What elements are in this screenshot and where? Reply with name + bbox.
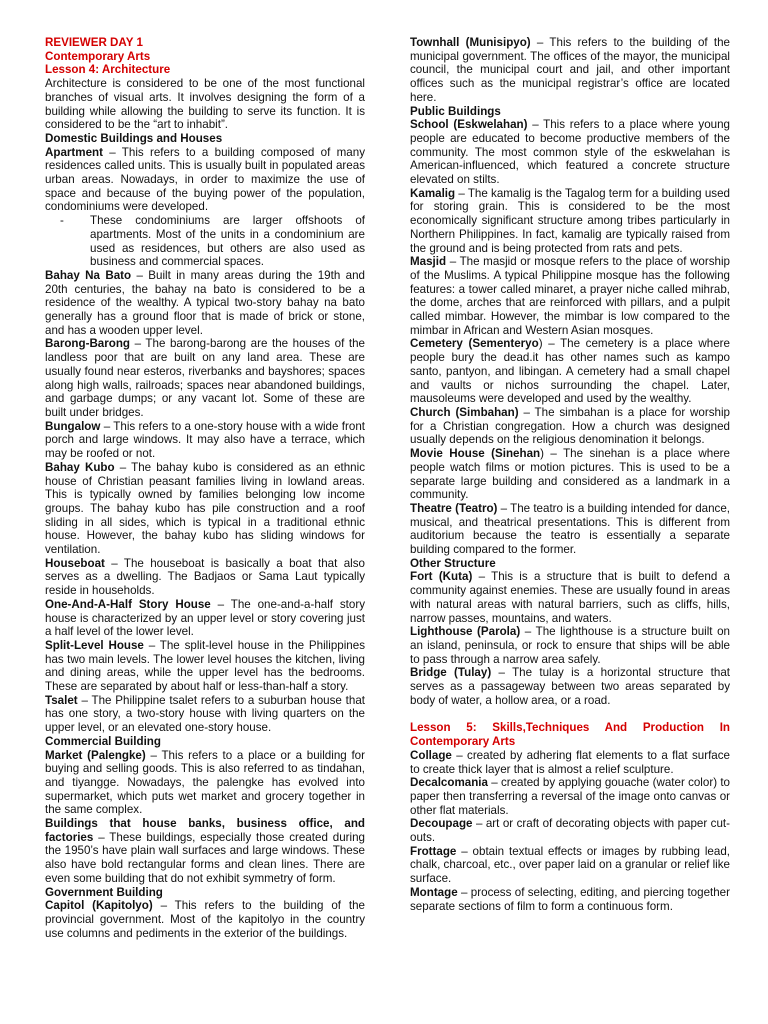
definition: – The barong-barong are the houses of the landless poor that are built on any land area. These are usually found near esteros, riverbanks and bayshores; spaces along high walls, railroads; spaces near abandoned buildings, and garbage dumps; or any vacant lot. Some of these are built under bridges. [45,337,365,419]
definition: – The Philippine tsalet refers to a suburban house that has one story, a two-story house with living quarters on the upper level, or an elevated one-story house. [45,693,365,735]
definition: – This refers to a one-story house with a wide front porch and large windows. It may also have a terrace, which may be roofed or not. [45,419,365,461]
entry-movie-house [410,447,730,502]
entry-barong-barong [45,337,365,419]
definition: – obtain textual effects or images by rubbing lead, chalk, charcoal, etc., over paper laid on a granular or relief like surface. [410,844,730,886]
term: Houseboat [45,556,105,570]
term: One-And-A-Half Story House [45,597,211,611]
entry-bungalow [45,420,365,461]
government-heading: Government Building [45,885,163,899]
public-heading: Public Buildings [410,104,501,118]
lesson-4-title: Lesson 4: Architecture [45,63,171,77]
entry-one-and-half-story [45,598,365,639]
other-structure-heading: Other Structure [410,556,496,570]
lesson-4-intro: Architecture is considered to be one of the most functional branches of visual arts. It involves designing the form of a building while allowing the building to serve its function. It is considered to be the “art to inhabit”. [45,77,365,132]
term: Bridge (Tulay) [410,666,492,680]
term: Fort (Kuta) [410,570,473,584]
entry-collage [410,749,730,776]
term: Decoupage [410,817,473,831]
term: Split-Level House [45,638,144,652]
definition: – This refers to a place where young people are educated to become productive members of the community. The most common style of the eskwelahan is American-influenced, which featured a concrete structure elevated on stilts. [410,118,730,187]
term: Tsalet [45,693,78,707]
document-title: REVIEWER DAY 1 [45,36,143,49]
term: Cemetery (Sementeryo [410,337,539,351]
entry-banks-offices [45,817,365,886]
term: Theatre (Teatro) [410,501,498,515]
definition: ) – The cemetery is a place where people bury the dead.it has other names such as kampo santo, pantyon, and libingan. A cemetery had a small chapel and vaults or nichos surrounding the chapel. Later, mausoleums were developed and used by the wealthy. [410,337,730,406]
term: Bungalow [45,419,101,433]
entry-split-level [45,639,365,694]
definition: – The tulay is a horizontal structure that serves as a passageway between two areas separated by body of water, a hollow area, or a road. [410,666,730,707]
term: Collage [410,748,452,762]
entry-bridge [410,666,730,707]
entry-apartment [45,146,365,215]
definition: – The teatro is a building intended for dance, musical, and theatrical presentations. This is different from auditorium because the teatro is essentially a separate building compared to the former. [410,501,730,557]
definition: – Built in many areas during the 19th and 20th centuries, the bahay na bato is considered to be a residence of the wealthy. A typical two-story bahay na bato generally has a ground floor that is made of brick or stone, and has a wooden upper level. [45,268,365,337]
definition: – This refers to a building composed of many residences called units. This is usually built in populated areas urban areas. Nowadays, in order to maximize the use of space and because of the buying power of the population, condominiums were developed. [45,145,365,214]
bullet-text: These condominiums are larger offshoots of apartments. Most of the units in a condominium are used as residences, but others are also used as business and commercial spaces. [90,214,365,269]
term: School (Eskwelahan) [410,118,528,132]
definition: – This refers to the building of the municipal government. The offices of the mayor, the municipal council, the municipal court and jail, and other important offices such as the municipal registrar’s office are located here. [410,36,730,104]
entry-school [410,118,730,187]
term: Church (Simbahan) [410,405,519,419]
entry-houseboat [45,557,365,598]
term: Buildings that house banks, business office, and factories [45,817,365,844]
entry-church [410,406,730,447]
term: Masjid [410,255,447,269]
term: Townhall (Munisipyo) [410,36,531,49]
entry-lighthouse [410,625,730,666]
entry-fort [410,570,730,625]
entry-frottage [410,845,730,886]
term: Bahay Na Bato [45,268,132,282]
entry-masjid [410,255,730,337]
definition: – created by applying gouache (water color) to paper then transferring a reversal of the image onto canvas or other flat materials. [410,776,730,817]
term: Movie House (Sinehan [410,447,541,461]
definition: – process of selecting, editing, and piercing together separate sections of film to form a continuous form. [410,885,730,913]
right-column [410,36,730,940]
definition: – The simbahan is a place for worship for a Christian congregation. How a church was designed usually depends on the religious denomination it belongs. [410,405,730,447]
entry-decoupage [410,817,730,844]
definition: – This refers to the building of the provincial government. Most of the kapitolyo in the country use columns and pediments in the exterior of the buildings. [45,899,365,940]
entry-theatre [410,502,730,557]
term: Bahay Kubo [45,460,115,474]
definition: – The lighthouse is a structure built on an island, peninsula, or rock to ensure that ships will be able to pass through a narrow area safely. [410,625,730,666]
entry-decalcomania [410,776,730,817]
term: Lighthouse (Parola) [410,625,521,639]
entry-tsalet [45,694,365,735]
term: Capitol (Kapitolyo) [45,899,153,913]
definition: – The split-level house in the Philippines has two main levels. The lower level houses the kitchen, living and dining areas, while the upper level has the bedrooms. These are separated by about half or less-than-half a story. [45,638,366,694]
definition: – The houseboat is basically a boat that also serves as a dwelling. The Badjaos or Sama Laut typically reside in households. [45,556,365,598]
commercial-heading: Commercial Building [45,734,161,748]
entry-kamalig [410,187,730,256]
definition: – created by adhering flat elements to a flat surface to create thick layer that is almost a relief sculpture. [410,748,730,776]
term: Decalcomania [410,776,488,790]
domestic-heading: Domestic Buildings and Houses [45,131,223,145]
bullet-marker: - [60,214,64,228]
entry-townhall [410,36,730,105]
term: Kamalig [410,186,456,200]
definition: – This is a structure that is built to defend a community against enemies. These are usually found in areas with natural areas with natural barriers, such as cliffs, hills, narrow passes, mountains, and waters. [410,570,730,625]
entry-montage [410,886,730,913]
definition: – The bahay kubo is considered as an ethnic house of Christian peasant families living in lowland areas. This is typically owned by families belonging low income groups. The bahay kubo has pile construction and a roof sliding in all sides, which is typical in a traditional ethnic house. However, the bahay kubo has sliding windows for ventilation. [45,460,366,557]
term: Montage [410,885,458,899]
entry-capitol [45,899,365,940]
definition: – These buildings, especially those created during the 1950’s have plain wall surfaces and large windows. These also have bold rectangular forms and clean lines. There are even some building that do not exhibit symmetry of form. [45,830,365,885]
definition: – art or craft of decorating objects with paper cut-outs. [410,817,730,845]
term: Barong-Barong [45,337,131,351]
definition: ) – The sinehan is a place where people watch films or motion pictures. This is used to be a separate large building and considered as a landmark in a community. [410,447,730,502]
lesson-5-title: Lesson 5: Skills,Techniques And Production In Contemporary Arts [410,721,730,749]
definition: – This refers to a place or a building for buying and selling goods. This is also referred to as tindahan, and tiyangge. Nowadays, the palengke has evolved into supermarket, which puts wet market and grocery together in the same complex. [45,748,365,817]
term: Apartment [45,145,103,159]
definition: – The masjid or mosque refers to the place of worship of the Muslims. A typical Philippine mosque has the following features: a tower called minaret, a prayer niche called mihrab, the dome, arches that are reinforced with pillars, and a pulpit called mimbar. However, the mimbar is low compared to the mimbar in African and Western Asian mosques. [410,255,730,337]
condominium-bullet [60,214,365,269]
term: Market (Palengke) [45,748,146,762]
entry-market [45,749,365,818]
term: Frottage [410,844,457,858]
left-column [45,36,365,940]
definition: – The one-and-a-half story house is characterized by an upper level or story covering just a half level of the lower level. [45,597,366,639]
section-spacer [410,707,730,721]
entry-cemetery [410,337,730,406]
entry-bahay-kubo [45,461,365,557]
entry-bahay-na-bato [45,269,365,338]
document-subtitle: Contemporary Arts [45,49,151,63]
definition: – The kamalig is the Tagalog term for a building used for storing grain. This is considered to be the most economically significant structure among tribes particularly in Northern Philippines. In fact, kamalig are typically raised from the ground and is being protected from rats and pets. [410,186,730,255]
